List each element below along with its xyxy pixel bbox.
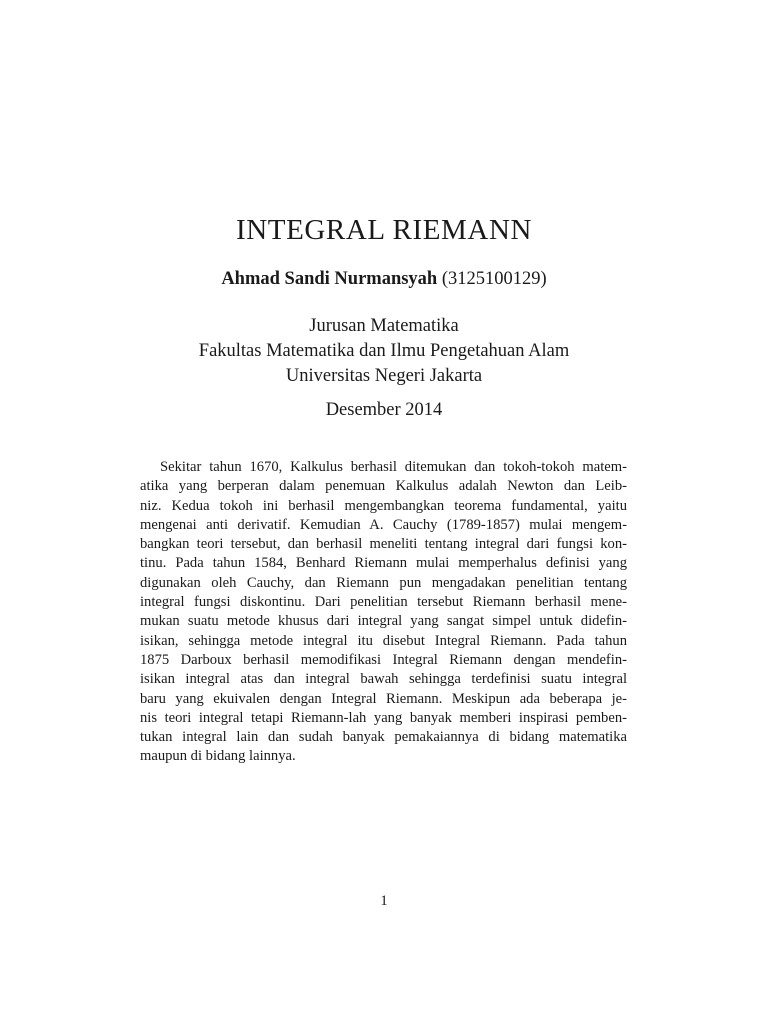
- abstract-paragraph: [140, 458, 627, 767]
- abstract-line: isikan integral atas dan integral bawah sehingga terdefinisi suatu integral: [140, 671, 627, 688]
- abstract-line: mengenai anti derivatif. Kemudian A. Cauchy (1789-1857) mulai mengem-: [140, 516, 627, 533]
- abstract-line: Sekitar tahun 1670, Kalkulus berhasil ditemukan dan tokoh-tokoh matem-: [160, 459, 627, 475]
- paper-title: INTEGRAL RIEMANN: [235, 214, 533, 246]
- abstract-line: atika yang berperan dalam penemuan Kalkulus adalah Newton dan Leib-: [140, 478, 627, 495]
- author-line: [0, 266, 768, 292]
- abstract-line: maupun di bidang lainnya.: [140, 748, 296, 765]
- abstract-line: tinu. Pada tahun 1584, Benhard Riemann mulai memperhalus definisi yang: [140, 555, 627, 572]
- abstract-line: isikan, sehingga metode integral itu disebut Integral Riemann. Pada tahun: [140, 632, 627, 649]
- abstract-line: tukan integral lain dan sudah banyak pemakaiannya di bidang matematika: [140, 729, 627, 746]
- university: Universitas Negeri Jakarta: [285, 366, 483, 386]
- department: Jurusan Matematika: [309, 316, 459, 336]
- abstract-line: bangkan teori tersebut, dan berhasil meneliti tentang integral dari fungsi kon-: [140, 536, 627, 553]
- abstract-line: integral fungsi diskontinu. Dari penelitian tersebut Riemann berhasil mene-: [140, 594, 627, 611]
- author-name: Ahmad Sandi Nurmansyah: [221, 269, 438, 289]
- abstract-line: mukan suatu metode khusus dari integral yang sangat simpel untuk didefin-: [140, 613, 627, 630]
- abstract-line: nis teori integral tetapi Riemann-lah yang banyak memberi inspirasi pemben-: [140, 709, 627, 726]
- abstract-line: baru yang ekuivalen dengan Integral Riemann. Meskipun ada beberapa je-: [140, 690, 627, 707]
- paper-date: Desember 2014: [325, 400, 443, 420]
- page-number: 1: [380, 893, 388, 909]
- affiliation: [0, 314, 768, 389]
- author-id: (3125100129): [441, 269, 547, 289]
- faculty: Fakultas Matematika dan Ilmu Pengetahuan Alam: [198, 341, 570, 361]
- abstract-line: 1875 Darboux berhasil memodifikasi Integral Riemann dengan mendefin-: [140, 651, 627, 668]
- abstract-line: digunakan oleh Cauchy, dan Riemann pun mengadakan penelitian tentang: [140, 574, 627, 591]
- abstract-line: niz. Kedua tokoh ini berhasil mengembangkan teorema fundamental, yaitu: [140, 497, 627, 514]
